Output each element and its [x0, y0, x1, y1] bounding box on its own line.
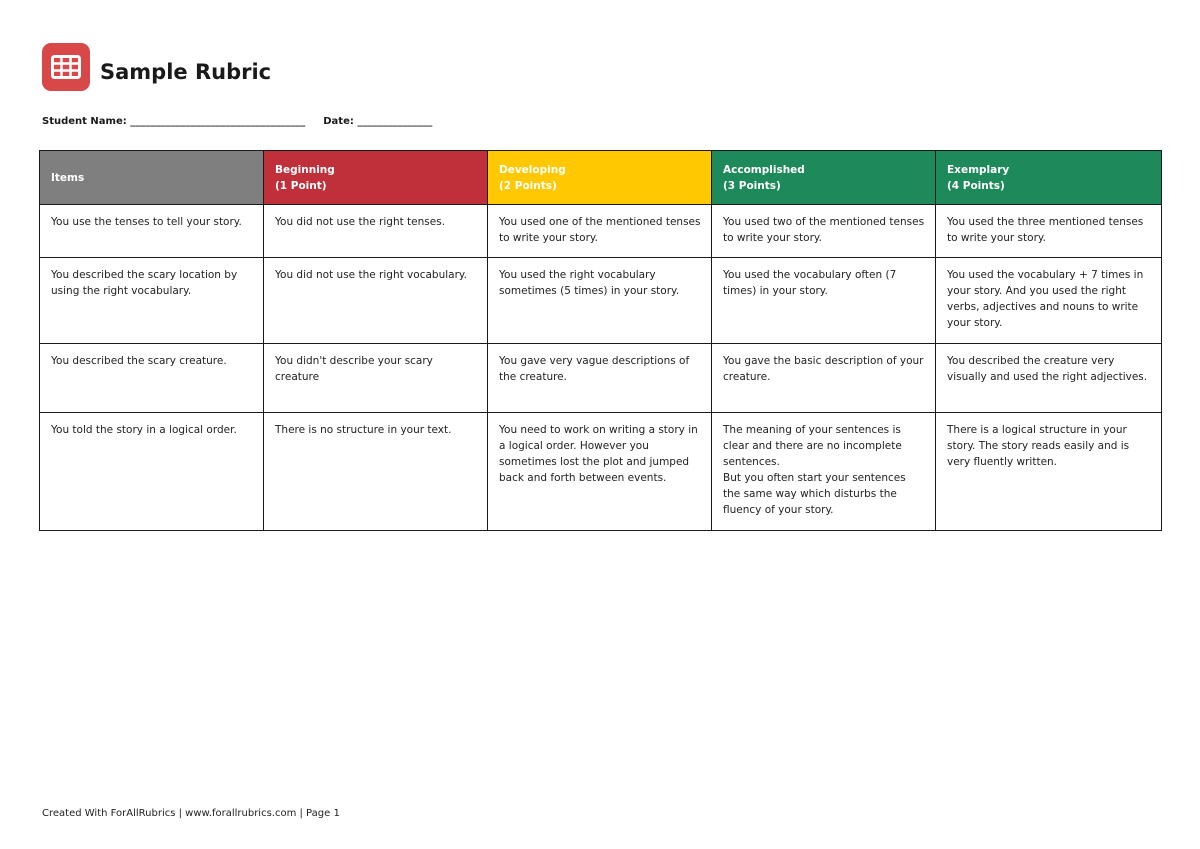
item-cell: You told the story in a logical order.	[40, 413, 264, 531]
developing-cell: You used one of the mentioned tenses to write your story.	[488, 205, 712, 258]
developing-cell: You need to work on writing a story in a logical order. However you sometimes lost the plot and jumped back and forth between events.	[488, 413, 712, 531]
beginning-cell: You didn't describe your scary creature	[264, 344, 488, 413]
rubric-logo	[42, 43, 90, 91]
exemplary-cell: There is a logical structure in your story. The story reads easily and is very fluently written.	[936, 413, 1162, 531]
accomplished-cell: You used the vocabulary often (7 times) in your story.	[712, 258, 936, 344]
header-accomplished	[712, 151, 936, 205]
item-cell: You described the scary creature.	[40, 344, 264, 413]
header-exemplary	[936, 151, 1162, 205]
header-accomplished-points: (3 Points)	[723, 179, 781, 192]
developing-cell: You gave very vague descriptions of the creature.	[488, 344, 712, 413]
beginning-cell: You did not use the right vocabulary.	[264, 258, 488, 344]
item-cell: You described the scary location by using the right vocabulary.	[40, 258, 264, 344]
exemplary-cell: You used the three mentioned tenses to write your story.	[936, 205, 1162, 258]
developing-cell: You used the right vocabulary sometimes (5 times) in your story.	[488, 258, 712, 344]
accomplished-cell: You used two of the mentioned tenses to write your story.	[712, 205, 936, 258]
accomplished-cell: The meaning of your sentences is clear and there are no incomplete sentences. But you often start your sentences the same way which disturbs the fluency of your story.	[712, 413, 936, 531]
student-name-field: Student Name: ___________________________________	[42, 116, 306, 127]
table-row	[40, 344, 1162, 413]
date-field: Date: _______________	[323, 116, 433, 127]
exemplary-cell: You used the vocabulary + 7 times in your story. And you used the right verbs, adjectives and nouns to write your story.	[936, 258, 1162, 344]
exemplary-cell: You described the creature very visually and used the right adjectives.	[936, 344, 1162, 413]
rubric-table	[39, 150, 1162, 531]
table-row	[40, 205, 1162, 258]
table-grid-icon	[51, 55, 81, 79]
header-beginning	[264, 151, 488, 205]
beginning-cell: There is no structure in your text.	[264, 413, 488, 531]
header-items	[40, 151, 264, 205]
header-beginning-label: Beginning	[275, 163, 335, 176]
accomplished-cell: You gave the basic description of your creature.	[712, 344, 936, 413]
student-info	[42, 116, 432, 127]
header-exemplary-label: Exemplary	[947, 163, 1010, 176]
header-developing-label: Developing	[499, 163, 566, 176]
header-accomplished-label: Accomplished	[723, 163, 805, 176]
header-developing-points: (2 Points)	[499, 179, 557, 192]
header-items-label: Items	[51, 171, 85, 184]
header-exemplary-points: (4 Points)	[947, 179, 1005, 192]
table-row	[40, 413, 1162, 531]
page-footer: Created With ForAllRubrics | www.forallrubrics.com | Page 1	[42, 808, 340, 819]
table-row	[40, 258, 1162, 344]
item-cell: You use the tenses to tell your story.	[40, 205, 264, 258]
header-developing	[488, 151, 712, 205]
beginning-cell: You did not use the right tenses.	[264, 205, 488, 258]
page-title: Sample Rubric	[100, 60, 272, 84]
rubric-header-row	[40, 151, 1162, 205]
header-beginning-points: (1 Point)	[275, 179, 327, 192]
